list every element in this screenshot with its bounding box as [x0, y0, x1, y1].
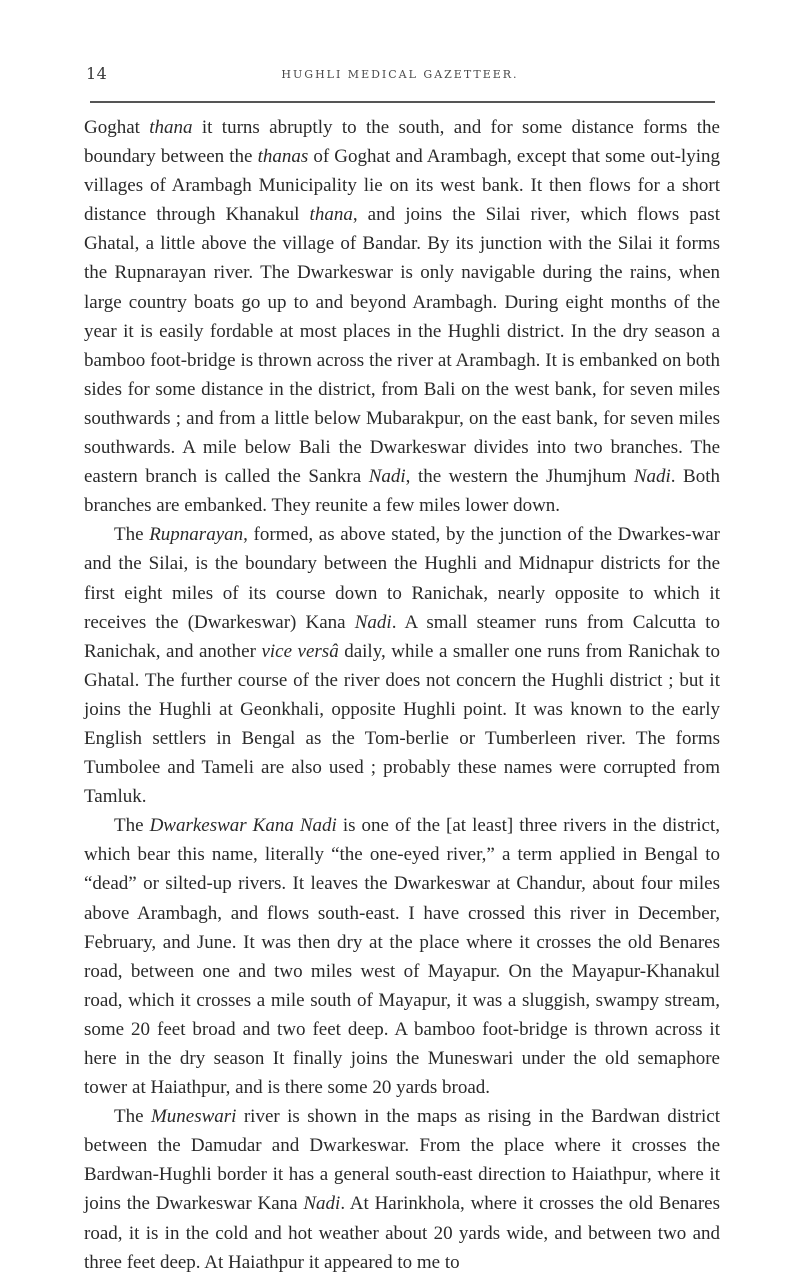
text-run: . At Harinkhola, where it crosses the old Benares road, it is in the cold and hot weather about 20 yards wide, and between two and three feet deep. At Haiathpur it appeared to me to [84, 1193, 720, 1273]
italic-text: Muneswari [150, 1106, 237, 1128]
text-run: river is shown in the maps as rising in the Bardwan district between the Damudar and Dwarkeswar. From the place where it crosses the Bardwan-Hughli border it has a general south-east direction to Haiathpur, where it joins the Dwarkeswar Kana [84, 1106, 720, 1215]
italic-text: thana [309, 204, 353, 226]
page-header [0, 64, 800, 88]
text-run: Goghat [84, 117, 150, 138]
text-run: The [114, 524, 150, 546]
italic-text: thanas [257, 146, 309, 168]
text-run: is one of the [at least] three rivers in the district, which bear this name, literally “the one-eyed river,” a term applied in Bengal to “dead” or silted-up rivers. It leaves the Dwarkeswar at Chandur, about four miles above Arambagh, and flows south-east. I have crossed this river in December, February, and June. It was then dry at the place where it crosses the old Benares road, between one and two miles west of Mayapur. On the Mayapur-Khanakul road, which it crosses a mile south of Mayapur, it was a sluggish, swampy stream, some 20 feet broad and two feet deep. A bamboo foot-bridge is thrown across it here in the dry season It finally joins the Muneswari under the old semaphore tower at Haiathpur, and is there some 20 yards broad. [84, 815, 720, 1099]
italic-text: Nadi [354, 611, 392, 633]
text-run: , the western the Jhumjhum [405, 466, 634, 488]
text-run: . Both branches are embanked. They reunite a few miles lower down. [84, 466, 720, 517]
text-run: The [114, 1106, 151, 1128]
italic-text: vice versâ [261, 640, 339, 662]
header-rule [90, 101, 715, 103]
paragraph [84, 520, 720, 811]
italic-text: Rupnarayan [149, 524, 244, 546]
italic-text: Dwarkeswar Kana Nadi [149, 815, 337, 837]
italic-text: thana [149, 117, 193, 138]
text-run: , and joins the Silai river, which flows past Ghatal, a little above the village of Bandar. By its junction with the Silai it forms the Rupnarayan river. The Dwarkeswar is only navigable during the rains, when large country boats go up to and beyond Arambagh. During eight months of the year it is easily fordable at most places in the Hughli district. In the dry season a bamboo foot-bridge is thrown across the river at Arambagh. It is embanked on both sides for some distance in the district, from Bali on the west bank, for seven miles southwards ; and from a little below Mubarakpur, on the east bank, for seven miles southwards. A mile below Bali the Dwarkeswar divides into two branches. The eastern branch is called the Sankra [84, 204, 720, 488]
text-run: daily, while a smaller one runs from Ranichak to Ghatal. The further course of the river does not concern the Hughli district ; but it joins the Hughli at Geonkhali, opposite Hughli point. It was known to the early English settlers in Bengal as the Tom-berlie or Tumberleen river. The forms Tumbolee and Tameli are also used ; probably these names were corrupted from Tamluk. [84, 640, 721, 808]
text-run: , formed, as above stated, by the junction of the Dwarkes-war and the Silai, is the boundary between the Hughli and Midnapur districts for the first eight miles of its course down to Ranichak, nearly opposite to which it receives the (Dwarkeswar) Kana [84, 524, 720, 633]
text-run: it turns abruptly to the south, and for some distance forms the boundary between the [84, 117, 720, 168]
text-run: of Goghat and Arambagh, except that some out-lying villages of Arambagh Municipality lie on its west bank. It then flows for a short distance through Khanakul [84, 146, 720, 226]
text-run: . A small steamer runs from Calcutta to Ranichak, and another [84, 611, 721, 662]
italic-text: Nadi [633, 466, 671, 488]
italic-text: Nadi [303, 1193, 341, 1215]
paragraph [84, 811, 720, 1102]
paragraph [84, 113, 720, 520]
text-run: The [114, 815, 150, 837]
running-head: HUGHLI MEDICAL GAZETTEER. [281, 68, 519, 81]
paragraph [84, 1102, 720, 1277]
italic-text: Nadi [368, 466, 406, 488]
page-number: 14 [86, 64, 108, 83]
body-text [84, 113, 720, 1277]
